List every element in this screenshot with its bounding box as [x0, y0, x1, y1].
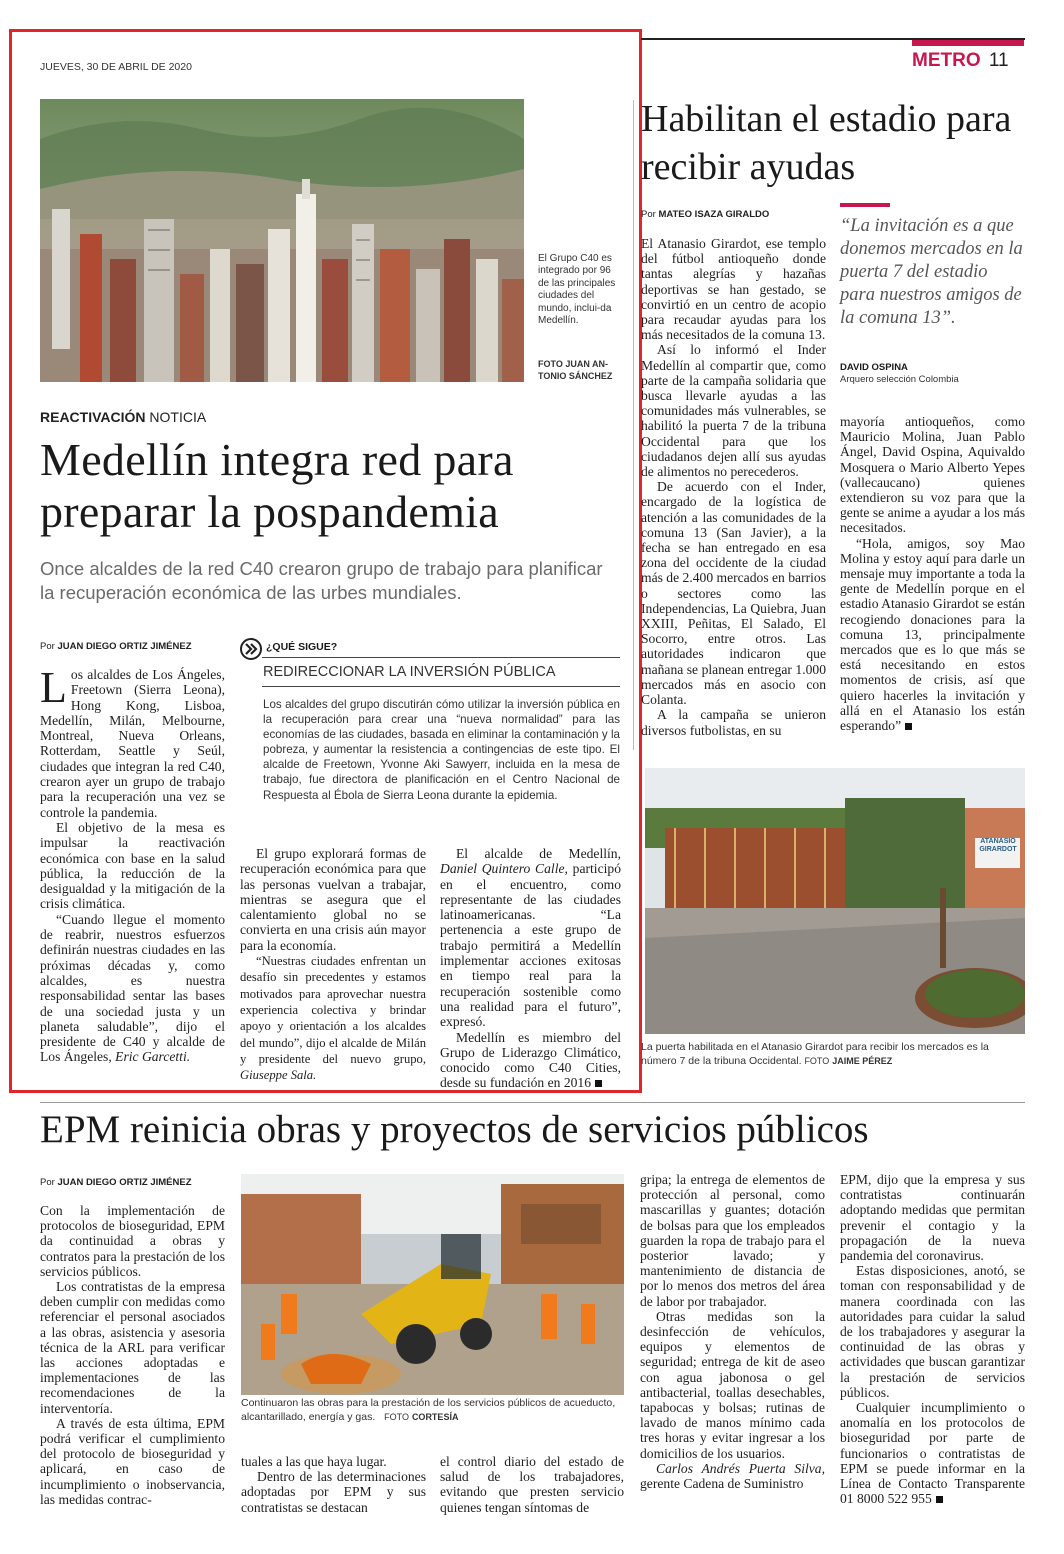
stadium-column-2	[840, 414, 1025, 733]
main-byline	[40, 641, 192, 652]
kicker-type: NOTICIA	[149, 409, 207, 425]
stadium-col2-p2	[840, 536, 1025, 734]
main-photo-credit: FOTO JUAN AN-TONIO SÁNCHEZ	[538, 359, 613, 381]
main-column-1	[40, 663, 225, 1065]
stadium-col2-p1: mayoría antioqueños, como Mauricio Molina, Juan Pablo Ángel, David Ospina, Aquivaldo Mosquera o Mario Alberto Yepes (vallecaucano) quienes extendieron su voz para que la gente se anime a ayudar a los más necesitados.	[840, 414, 1025, 536]
page-date: JUEVES, 30 DE ABRIL DE 2020	[40, 61, 192, 73]
main-headline: Medellín integra red para preparar la pospandemia	[40, 434, 514, 537]
sidebar-label: ¿QUÉ SIGUE?	[266, 641, 338, 653]
main-col2-p2-text: “Nuestras ciudades enfrentan un desafío sin precedentes y estamos motivados para aprovechar nuestra experiencia colectiva y brindar apoyo y orientación a los alcaldes del mundo”, dijo el alcalde de Milán y presidente del nuevo grupo,	[240, 954, 426, 1066]
credit-name: CORTESÍA	[411, 1411, 459, 1422]
dropcap: L	[40, 663, 67, 712]
stadium-gate-photo	[645, 768, 1025, 1034]
credit-prefix: FOTO	[384, 1411, 410, 1422]
stadium-photo-caption	[641, 1040, 1021, 1068]
byline-name: JUAN DIEGO ORTIZ JIMÉNEZ	[57, 641, 192, 652]
sala-name: Giuseppe Sala.	[240, 1068, 317, 1083]
stadium-col1-p2: Así lo informó el Inder Medellín al compartir que, como parte de la campaña solidaria que busca llevarle ayudas a las comunidades más vulnerables, se habilitó la puerta 7 de la tribuna Occidental para que los ciudadanos dejen allí sus ayudas de alimentos no perecederos.	[641, 342, 826, 480]
puerta-name: Carlos Andrés Puerta Silva,	[656, 1460, 825, 1476]
epm-column-2	[241, 1454, 426, 1515]
epm-col2-p1: tuales a las que haya lugar.	[241, 1454, 387, 1469]
end-mark-icon	[595, 1080, 602, 1087]
byline-name: MATEO ISAZA GIRALDO	[658, 209, 770, 220]
epm-headline: EPM reinicia obras y proyectos de servicios públicos	[40, 1108, 869, 1151]
epm-col5-p3	[840, 1400, 1025, 1506]
epm-col5-p1: EPM, dijo que la empresa y sus contratistas continuarán adoptando medidas que permitan prevenir el contagio y la propagación de la nueva pandemia del coronavirus.	[840, 1172, 1025, 1264]
byline-prefix: Por	[641, 209, 656, 220]
main-column-2	[240, 846, 426, 1083]
quote-author: DAVID OSPINA	[840, 362, 908, 373]
stadium-byline	[641, 209, 769, 220]
construction-workers-photo	[241, 1174, 624, 1395]
stadium-col2-p2-text: “Hola, amigos, soy Mao Molina y estoy aquí para darle un mensaje muy importante a toda la gente de Medellín porque en el estadio Atanasio Girardot se están recogiendo donaciones para la comuna 13, principalmente mercados que es lo que más se está necesitando en estos momentos de crisis, así que quiero hacerles la invitación y allá en el Atanasio los están esperando”	[840, 535, 1025, 734]
sidebar-title: REDIRECCIONAR LA INVERSIÓN PÚBLICA	[263, 664, 556, 680]
page-number: 11	[988, 50, 1009, 71]
epm-col4-p2: Otras medidas son la desinfección de vehículos, equipos y elementos de seguridad; entrega de kit de aseo con agua jabonosa o gel antibacterial, toallas desechables, tapabocas y bolsas; rutinas de lavado de manos mínimo cada tres horas y evitar ingresar a los domicilios de los usuarios.	[640, 1308, 825, 1461]
epm-column-1	[40, 1203, 225, 1507]
epm-photo-caption	[241, 1397, 624, 1425]
stadium-column-1	[641, 236, 826, 738]
epm-caption-text: Continuaron las obras para la prestación de los servicios públicos de acueducto, alcantarillado, energía y gas.	[241, 1397, 616, 1423]
epm-col2-p2: Dentro de las determinaciones adoptadas por EPM y sus contratistas se destacan	[241, 1469, 426, 1515]
end-mark-icon	[905, 723, 912, 730]
main-col1-p1-text: os alcaldes de Los Ángeles, Freetown (Sierra Leona), Hong Kong, Lisboa, Medellín, Milán, Melbourne, Montreal, Nueva Orleans, Rotterdam, Seattle y Seúl, ciudades que integran la red C40, crearon ayer un grupo de trabajo para la recuperación una vez se controle la pandemia.	[40, 667, 225, 820]
next-steps-icon	[240, 638, 262, 660]
sidebar-text: Los alcaldes del grupo discutirán cómo utilizar la inversión pública en la recuperación para crear una “nueva normalidad” para las economías de las ciudades, basada en eliminar la contaminación y la pobreza, y aumentar la resistencia a contingencias de este tipo. El alcalde de Freetown, Yvonne Aki Sawyerr, incluida en la mesa de trabajo, fue directora de planificación en el Centro Nacional de Respuesta al Ébola de Sierra Leona durante la epidemia.	[263, 698, 620, 802]
main-subhead: Once alcaldes de la red C40 crearon grupo de trabajo para planificar la recuperación económica de las urbes mundiales.	[40, 558, 603, 603]
quote-role: Arquero selección Colombia	[840, 374, 959, 385]
epm-col4-p1: gripa; la entrega de elementos de protección al personal, como mascarillas y guantes; dotación de bolsas para que los empleados guarden la ropa de trabajo para el posterior lavado; y mantenimiento de distancia de por lo menos dos metros del área de labor por trabajador.	[640, 1172, 825, 1309]
stadium-caption-text: La puerta habilitada en el Atanasio Girardot para recibir los mercados es la número 7 de la tribuna Occidental.	[641, 1041, 989, 1067]
main-col3-p1-a: El alcalde de Medellín,	[456, 846, 621, 861]
main-col1-p1	[40, 663, 225, 820]
stadium-headline: Habilitan el estadio para recibir ayudas	[641, 98, 1012, 188]
epm-col1-p2: Los contratistas de la empresa deben cumplir con medidas como referenciar el personal asociados a las obras, asistencia y asesoria técnica de la ARL para verificar las acciones adoptadas e implementaciones de las recomendaciones de la interventoría.	[40, 1279, 225, 1416]
sidebar-rule-bottom	[262, 686, 620, 687]
byline-prefix: Por	[40, 641, 55, 652]
column-divider	[633, 100, 634, 750]
main-col1-p3-text: “Cuando llegue el momento de reabrir, nuestros esfuerzos definirán nuestras ciudades en las próximas décadas y, como alcaldes, es nuestra responsabilidad sentar las bases de una sociedad justa y un planeta saludable”, dijo el presidente de C40 y alcalde de Los Ángeles,	[40, 911, 225, 1065]
epm-col3-p1: el control diario del estado de salud de los trabajadores, evitando que presten servicio quienes tengan síntomas de	[440, 1454, 624, 1515]
epm-column-5	[840, 1172, 1025, 1506]
main-col2-p1: El grupo explorará formas de recuperación económica para que las personas vuelvan a trabajar, mientras se asegura que el calentamiento global no se convierta en una crisis aún mayor para la economía.	[240, 846, 426, 953]
main-col1-p2: El objetivo de la mesa es impulsar la reactivación económica con base en la salud pública, la reducción de la desigualdad y la mitigación de la crisis climática.	[40, 819, 225, 912]
epm-column-3	[440, 1454, 624, 1515]
main-col3-p2	[440, 1030, 621, 1091]
stadium-sign: ATANASIO GIRARDOT	[979, 838, 1017, 853]
garcetti-name: Eric Garcetti.	[115, 1049, 191, 1065]
byline-name: JUAN DIEGO ORTIZ JIMÉNEZ	[57, 1177, 192, 1188]
quote-accent-bar	[840, 203, 890, 207]
main-col3-p1	[440, 846, 621, 1030]
epm-col1-p1: Con la implementación de protocolos de bioseguridad, EPM da continuidad a obras y contratos para la prestación de los servicios públicos.	[40, 1203, 225, 1279]
epm-column-4	[640, 1172, 825, 1491]
main-column-3	[440, 846, 621, 1091]
stadium-col1-p1: El Atanasio Girardot, ese templo del fútbol antioqueño donde tantas alegrías y hazañas deportivas se han gestado, se convirtió en un centro de acopio para recaudar ayudas para los más necesitados de la comuna 13.	[641, 236, 826, 343]
epm-col1-p3: A través de esta última, EPM podrá verificar el cumplimiento del protocolo de bioseguridad y aplicará, en caso de incumplimiento o inobservancia, las medidas contrac-	[40, 1415, 225, 1507]
section-label	[912, 50, 1009, 72]
epm-col4-p3	[640, 1461, 825, 1491]
kicker-topic: REACTIVACIÓN	[40, 409, 146, 425]
main-col3-p1-b: participó en el encuentro, como representante de las ciudades latinoamericanas. “La pertenencia a este grupo de trabajo permitirá a Medellín implementar acciones exitosas en tiempo real para la recuperación sostenible como una realidad para el futuro”, expresó.	[440, 861, 621, 1030]
pull-quote: “La invitación es a que donemos mercados en la puerta 7 del estadio para nuestros amigos de la comuna 13”.	[840, 216, 1023, 328]
stadium-col1-p3: De acuerdo con el Inder, encargado de la logística de atención a las comunidades de la comuna 13 (San Javier), a la fecha se han entregado en esa zona del occidente de la ciudad más de 2.400 mercados en barrios o sectores como las Independencias, La Quiebra, Juan XXIII, Peñitas, El Salado, El Socorro, entre otros. Las autoridades indicaron que mañana se planean entregar 1.000 mercados más en asocio con Colanta.	[641, 479, 826, 708]
section-name: METRO	[912, 50, 981, 71]
byline-prefix: Por	[40, 1177, 55, 1188]
epm-col4-p3-text: gerente Cadena de Suministro	[640, 1476, 804, 1492]
main-col2-p2	[240, 953, 426, 1083]
section-accent-bar	[912, 40, 1024, 46]
medellin-skyline-photo	[40, 99, 524, 382]
section-divider	[40, 1102, 1025, 1103]
epm-col5-p3-text: Cualquier incumplimiento o anomalía en los protocolos de bioseguridad por parte de funcionarios o contratistas de EPM se puede informar en la Línea de Contacto Transparente 01 8000 522 955	[840, 1400, 1025, 1507]
sidebar-rule	[262, 657, 620, 658]
stadium-col1-p4: A la campaña se unieron diversos futbolistas, en su	[641, 707, 826, 738]
kicker	[40, 409, 206, 425]
quintero-name: Daniel Quintero Calle,	[440, 861, 568, 877]
epm-col5-p2: Estas disposiciones, anotó, se toman con responsabilidad y de manera coordinada con las autoridades para cuidar la salud de los trabajadores y asegurar la continuidad de las obras y actividades que buscan garantizar la prestación de servicios públicos.	[840, 1263, 1025, 1400]
epm-byline	[40, 1177, 192, 1188]
main-photo-caption: El Grupo C40 es integrado por 96 de las principales ciudades del mundo, inclui-da Medellín.	[538, 253, 616, 327]
end-mark-icon	[936, 1496, 943, 1503]
main-col1-p3	[40, 912, 225, 1065]
credit-name: JAIME PÉREZ	[832, 1056, 893, 1066]
main-col3-p2-text: Medellín es miembro del Grupo de Liderazgo Climático, conocido como C40 Cities, desde su fundación en 2016	[440, 1029, 621, 1091]
credit-prefix: FOTO	[804, 1056, 830, 1066]
